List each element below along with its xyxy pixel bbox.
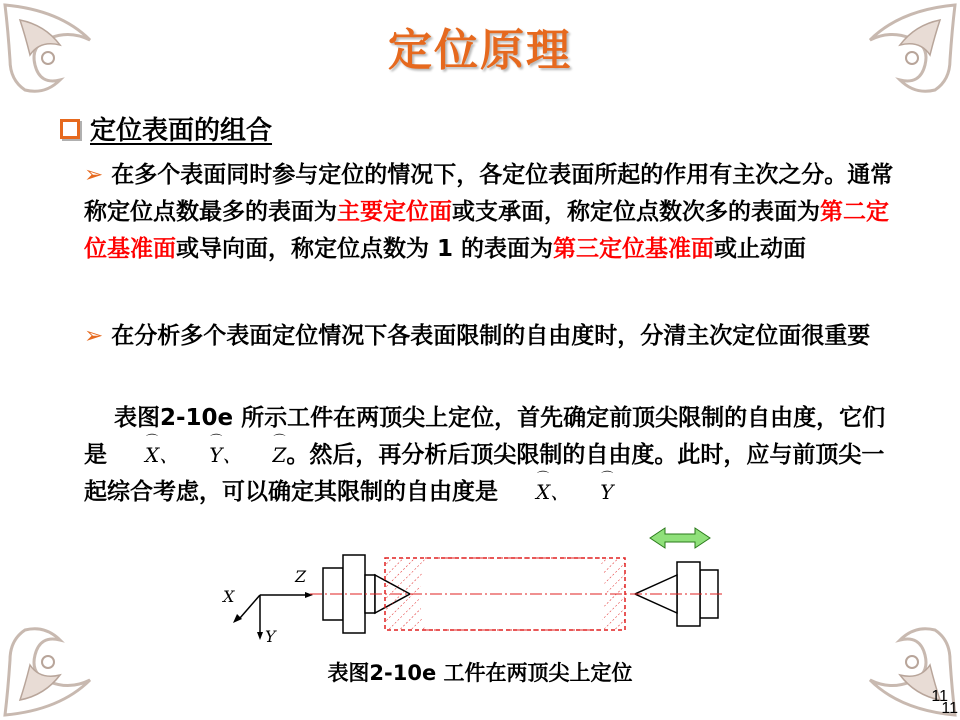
symbol-z: ⌒ Z [242,437,286,474]
term-second-datum-surface: 第二定位基准面 [84,199,889,262]
bullet1-text-2: 或支承面，称定位点数次多的表面为 [452,199,820,225]
term-third-datum-surface: 第三定位基准面 [553,236,715,262]
figure-caption: 表图2-10e 工件在两顶尖上定位 [327,661,633,685]
bullet1-text-4: 或止动面 [714,236,807,262]
two-centers-locating-diagram [215,520,735,650]
symbol-separator: 、 [159,443,180,467]
freedom-symbols-front-center [115,443,286,467]
bullet-primary-surfaces [84,157,894,268]
symbol-y-hat: ⌒ Y [570,474,613,511]
example-paragraph [84,400,894,511]
axis-x-label: X [223,587,235,606]
bullet1-text-3: 或导向面，称定位点数为 1 的表面为 [176,236,554,262]
section-heading-text: 定位表面的组合 [90,116,273,146]
double-arrow-icon [650,528,710,548]
term-main-locating-surface: 主要定位面 [337,199,452,225]
page-number-secondary: 11 [941,700,958,717]
coordinate-axes [221,567,313,646]
bullet2-text: 在分析多个表面定位情况下各表面限制的自由度时，分清主次定位面很重要 [111,323,871,349]
axis-y-label: Y [265,627,276,646]
paragraph-text-1: 表图2-10e 所示工件在两顶尖上定位，首先确定前顶尖限制的自由度，它们是 [84,405,886,468]
bullet-distinguish-surfaces [84,318,894,355]
symbol-separator: 、 [222,443,243,467]
section-heading [60,110,272,147]
symbol-separator: 、 [550,480,571,504]
bullet1-text-1: 在多个表面同时参与定位的情况下，各定位表面所起的作用有主次之分。通常称定位点数最多的表面为 [84,162,894,225]
symbol-y: ⌒ Y [179,437,222,474]
arrow-bullet-icon: ➢ [84,162,104,188]
axis-z-label: Z [295,567,307,586]
symbol-x-hat: ⌒ X [506,474,550,511]
page-number: 11 [931,688,948,705]
slide-title: 定位原理 [388,25,572,76]
paragraph-text-2: 。然后，再分析后顶尖限制的自由度。此时，应与前顶尖一起综合考虑，可以确定其限制的自由度是 [84,442,885,505]
checkbox-bullet-icon [60,119,80,139]
freedom-symbols-rear-center [506,480,613,504]
arrow-bullet-icon: ➢ [84,323,104,349]
symbol-x: ⌒ X [115,437,159,474]
